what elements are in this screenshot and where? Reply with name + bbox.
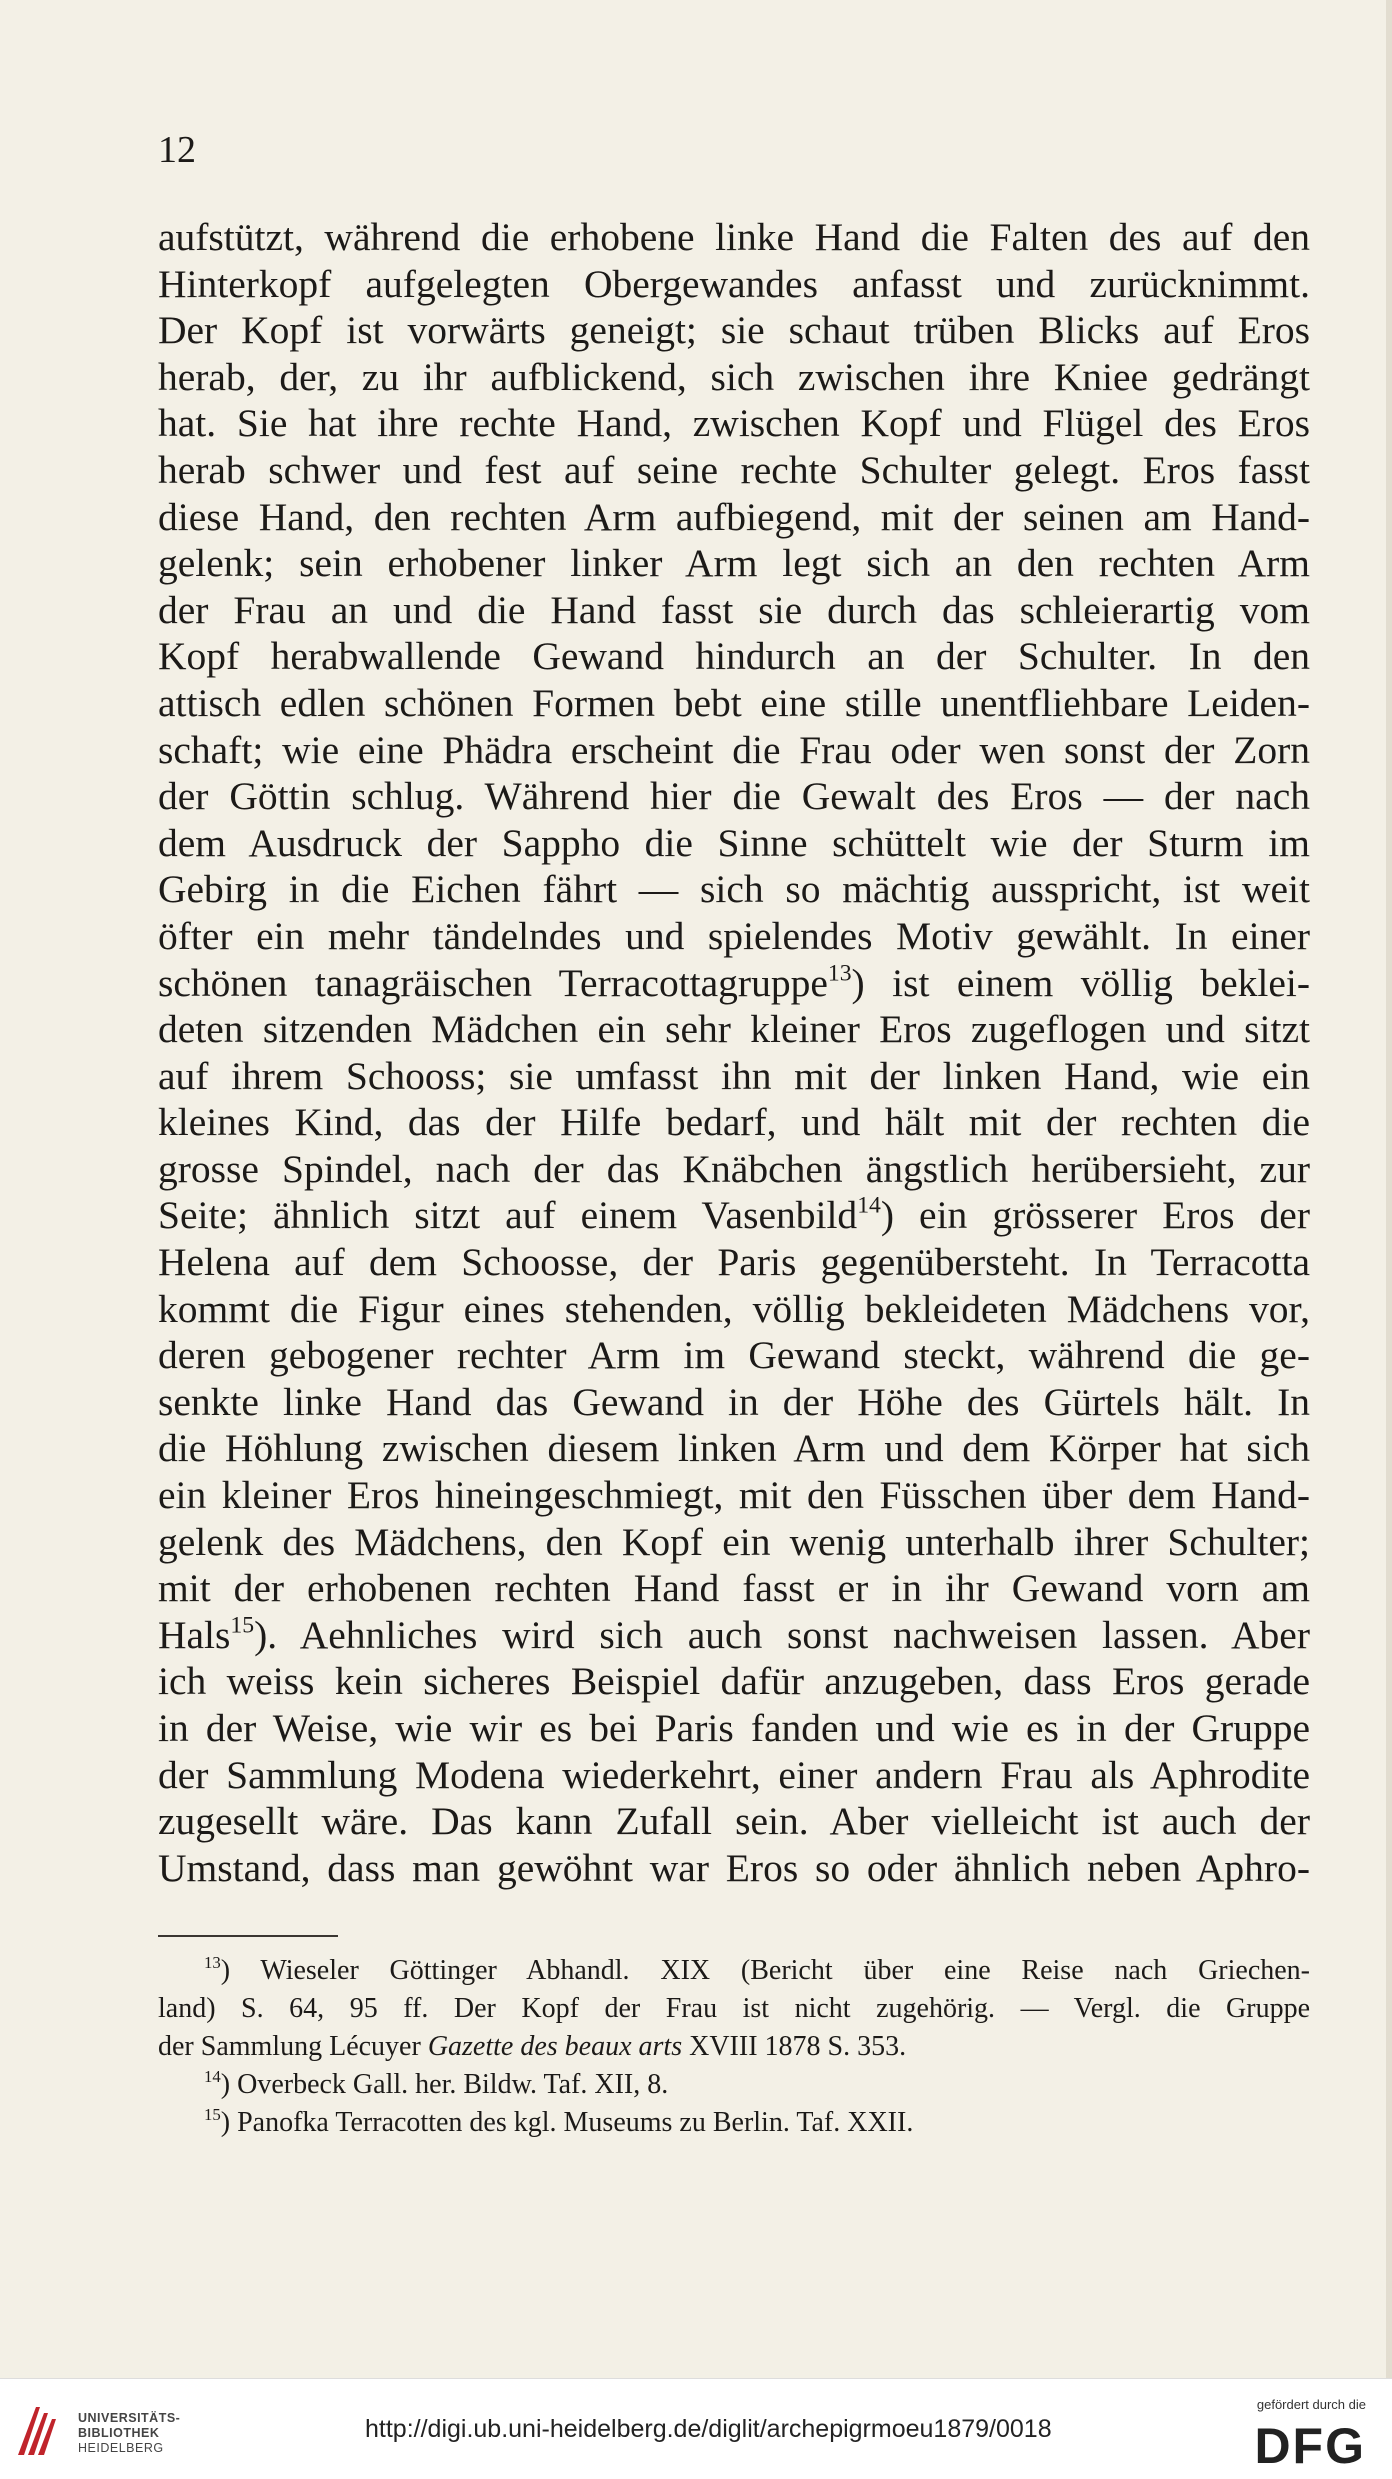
footnote-line: land) S. 64, 95 ff. Der Kopf der Frau ist nicht zugehörig. — Vergl. die Gruppe xyxy=(158,1993,1310,2024)
text-line: Gebirg in die Eichen fährt — sich so mächtig ausspricht, ist weit xyxy=(158,867,1310,912)
footnote-journal-title: Gazette des beaux arts xyxy=(427,2031,683,2062)
footnote-text: XVIII 1878 S. 353. xyxy=(682,2031,907,2062)
footnote-ref-15: 15 xyxy=(230,1612,255,1639)
footnote-line xyxy=(158,1952,1310,1990)
text-line: grosse Spindel, nach der das Knäbchen ängstlich herübersieht, zur xyxy=(158,1146,1310,1191)
library-name-line: UNIVERSITÄTS- xyxy=(78,2411,181,2425)
text-line: der Frau an und die Hand fasst sie durch das schleierartig vom xyxy=(158,587,1310,632)
footnote-mark: 15 xyxy=(204,2105,221,2125)
digitization-footer xyxy=(0,2378,1392,2479)
text-line: in der Weise, wie wir es bei Paris fanden und wie es in der Gruppe xyxy=(158,1706,1310,1750)
text-segment: Seite; ähnlich sitzt auf einem Vasenbild xyxy=(158,1193,858,1238)
footnote-line xyxy=(158,2066,1310,2104)
text-line: gelenk; sein erhobener linker Arm legt sich an den rechten Arm xyxy=(158,541,1310,586)
text-line: schaft; wie eine Phädra erscheint die Frau oder wen sonst der Zorn xyxy=(158,727,1310,772)
university-library-logo-icon xyxy=(14,2403,60,2459)
text-line: Umstand, dass man gewöhnt war Eros so oder ähnlich neben Aphro- xyxy=(158,1845,1310,1890)
footnote-13 xyxy=(158,1952,1310,2066)
text-line: Kopf herabwallende Gewand hindurch an der Schulter. In den xyxy=(158,634,1310,679)
text-line: attisch edlen schönen Formen bebt eine stille unentfliehbare Leiden- xyxy=(158,680,1310,725)
text-line: Helena auf dem Schoosse, der Paris gegenübersteht. In Terracotta xyxy=(158,1240,1310,1285)
page-number: 12 xyxy=(158,129,196,171)
footnote-text: ) Panofka Terracotten des kgl. Museums zu Berlin. Taf. XXII. xyxy=(220,2107,914,2138)
text-line: deten sitzenden Mädchen ein sehr kleiner Eros zugeflogen und sitzt xyxy=(158,1007,1310,1052)
text-line: die Höhlung zwischen diesem linken Arm und dem Körper hat sich xyxy=(158,1426,1310,1471)
footnote-line xyxy=(158,2104,1310,2142)
text-segment: Hals xyxy=(158,1612,231,1657)
footnotes xyxy=(158,1952,1310,2142)
text-segment: schönen tanagräischen Terracottagruppe xyxy=(158,960,828,1005)
text-line-with-footnote-ref xyxy=(158,1612,1310,1659)
text-line: der Göttin schlug. Während hier die Gewalt des Eros — der nach xyxy=(158,774,1310,819)
footnote-mark: 13 xyxy=(204,1953,221,1973)
body-text xyxy=(158,214,1310,1891)
text-line: senkte linke Hand das Gewand in der Höhe des Gürtels hält. In xyxy=(158,1379,1310,1424)
footnote-ref-14: 14 xyxy=(857,1193,881,1220)
text-line: öfter ein mehr tändelndes und spielendes Motiv gewählt. In einer xyxy=(158,913,1310,958)
footnote-15 xyxy=(158,2104,1310,2142)
text-segment: ) ist einem völlig beklei- xyxy=(851,960,1310,1005)
text-line: auf ihrem Schooss; sie umfasst ihn mit der linken Hand, wie ein xyxy=(158,1053,1310,1098)
text-line: Hinterkopf aufgelegten Obergewandes anfasst und zurücknimmt. xyxy=(158,261,1310,306)
text-line: kleines Kind, das der Hilfe bedarf, und hält mit der rechten die xyxy=(158,1100,1310,1145)
text-line-with-footnote-ref xyxy=(158,1192,1310,1239)
footnote-text: der Sammlung Lécuyer xyxy=(158,2031,428,2062)
text-segment: ). Aehnliches wird sich auch sonst nachweisen lassen. Aber xyxy=(254,1612,1310,1657)
text-line: gelenk des Mädchens, den Kopf ein wenig unterhalb ihrer Schulter; xyxy=(158,1519,1310,1564)
text-line: ich weiss kein sicheres Beispiel dafür anzugeben, dass Eros gerade xyxy=(158,1659,1310,1704)
text-line: mit der erhobenen rechten Hand fasst er in ihr Gewand vorn am xyxy=(158,1566,1310,1611)
text-line-with-footnote-ref xyxy=(158,960,1310,1007)
dfg-logo: DFG xyxy=(1254,2418,1366,2474)
footnote-line xyxy=(158,2028,1310,2066)
text-line: zugesellt wäre. Das kann Zufall sein. Aber vielleicht ist auch der xyxy=(158,1799,1310,1844)
text-line: herab, der, zu ihr aufblickend, sich zwischen ihre Kniee gedrängt xyxy=(158,354,1310,399)
text-line: ein kleiner Eros hineingeschmiegt, mit den Füsschen über dem Hand- xyxy=(158,1473,1310,1518)
footnote-divider xyxy=(158,1935,338,1937)
text-line: der Sammlung Modena wiederkehrt, einer andern Frau als Aphrodite xyxy=(158,1752,1310,1797)
text-segment: ) ein grösserer Eros der xyxy=(880,1193,1310,1238)
text-line: diese Hand, den rechten Arm aufbiegend, mit der seinen am Hand- xyxy=(158,494,1310,539)
text-line: Der Kopf ist vorwärts geneigt; sie schaut trüben Blicks auf Eros xyxy=(158,308,1310,353)
text-line: aufstützt, während die erhobene linke Hand die Falten des auf den xyxy=(158,215,1310,259)
footnote-text: ) Wieseler Göttinger Abhandl. XIX (Bericht über eine Reise nach Griechen- xyxy=(220,1955,1310,1986)
text-line: deren gebogener rechter Arm im Gewand steckt, während die ge- xyxy=(158,1333,1310,1378)
footnote-14 xyxy=(158,2066,1310,2104)
footnote-mark: 14 xyxy=(204,2067,221,2087)
footnote-text: ) Overbeck Gall. her. Bildw. Taf. XII, 8. xyxy=(220,2069,669,2100)
permalink-url[interactable]: http://digi.ub.uni-heidelberg.de/diglit/archepigrmoeu1879/0018 xyxy=(365,2415,1052,2443)
funding-caption: gefördert durch die xyxy=(1256,2397,1366,2412)
library-name xyxy=(78,2411,180,2456)
library-name-line: HEIDELBERG xyxy=(78,2441,164,2455)
text-line: hat. Sie hat ihre rechte Hand, zwischen Kopf und Flügel des Eros xyxy=(158,401,1310,446)
text-line: kommt die Figur eines stehenden, völlig bekleideten Mädchens vor, xyxy=(158,1286,1310,1331)
text-line: dem Ausdruck der Sappho die Sinne schüttelt wie der Sturm im xyxy=(158,820,1310,865)
text-line: herab schwer und fest auf seine rechte Schulter gelegt. Eros fasst xyxy=(158,447,1310,492)
footnote-ref-13: 13 xyxy=(827,960,852,987)
library-name-line: BIBLIOTHEK xyxy=(78,2426,160,2440)
